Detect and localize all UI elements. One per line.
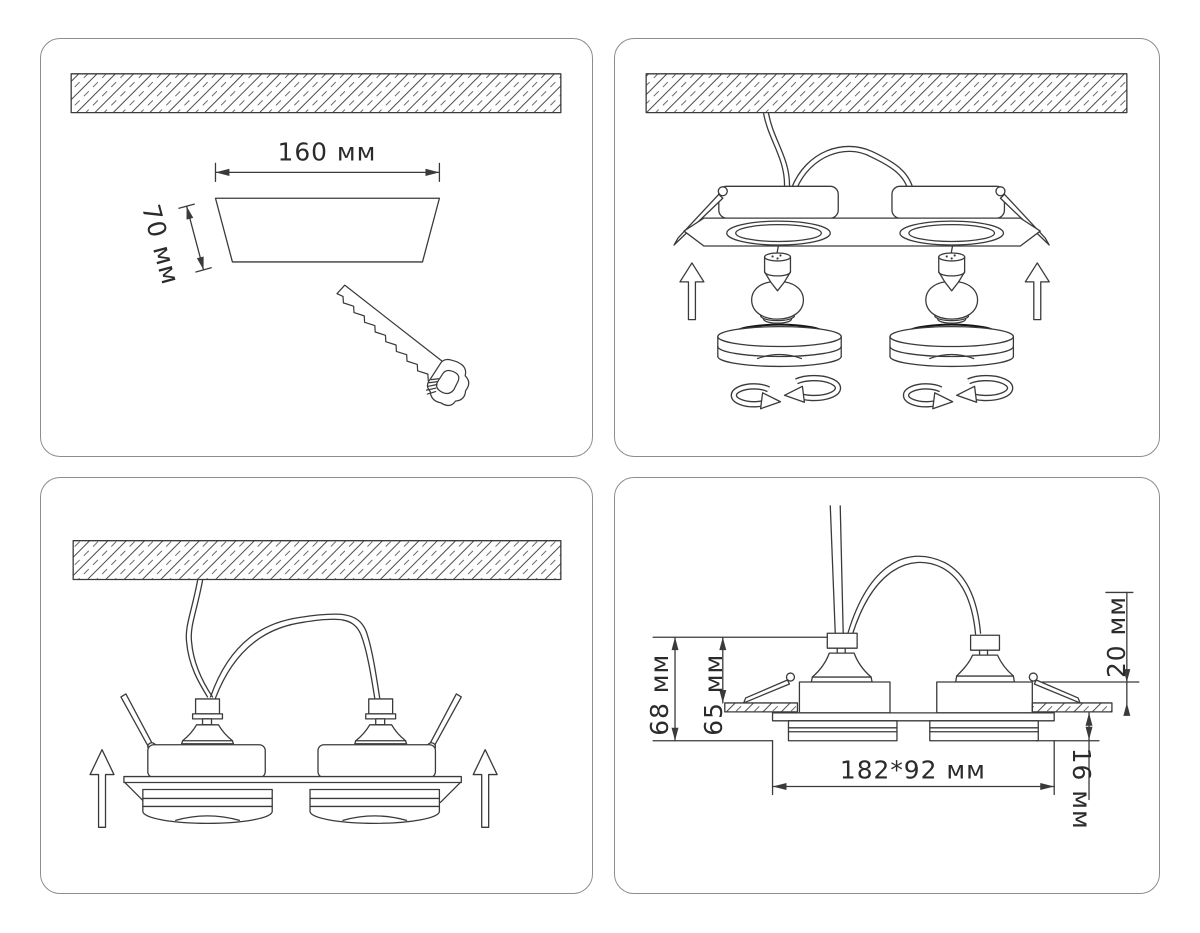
arrow-up-icon <box>90 750 114 828</box>
plate-size-label: 182*92 мм <box>839 755 986 785</box>
trim-ring <box>143 789 440 823</box>
fixture-height-label: 68 мм <box>645 653 675 736</box>
saw-icon <box>317 284 479 412</box>
arrow-up-icon <box>680 263 704 320</box>
dimension-20mm <box>1042 592 1139 715</box>
rotate-arrow-icon <box>734 378 1010 409</box>
power-wires <box>186 581 379 698</box>
top-clearance-label: 20 мм <box>1101 595 1131 679</box>
arrow-up-icon <box>473 750 497 828</box>
panel-push-fixture-into-ceiling <box>40 477 593 894</box>
power-wires <box>830 506 980 635</box>
fixture-housing <box>674 186 1049 246</box>
cutout-width-label: 160 мм <box>277 137 377 167</box>
lamp-holder <box>811 633 1014 682</box>
fixture-housing <box>799 682 1032 713</box>
cutout-height-label: 70 мм <box>136 201 186 289</box>
recessed-depth-label: 65 мм <box>698 653 728 736</box>
spring-clip <box>121 694 461 751</box>
ceiling-hatch <box>646 74 1127 113</box>
cutout-height-dimension <box>136 201 211 288</box>
gu10-bulb <box>752 245 978 323</box>
mounting-plate <box>124 777 461 783</box>
bezel-reveal-label: 16 мм <box>1067 747 1097 830</box>
dimension-16mm <box>1036 713 1099 830</box>
trim-ring <box>718 324 1014 367</box>
dimension-65mm <box>699 637 728 736</box>
dimension-plate-size <box>773 741 1055 795</box>
ceiling-hatch <box>71 74 561 113</box>
cutout-width-dimension <box>215 137 439 181</box>
arrow-up-icon <box>1025 263 1049 320</box>
panel-side-view-dimensions <box>614 477 1160 894</box>
cutout-hole <box>215 198 439 262</box>
ceiling-hatch <box>73 541 561 580</box>
ceiling-hatch <box>725 703 1112 712</box>
panel-cutout-dimensions <box>40 38 593 457</box>
power-wires <box>764 114 913 190</box>
panel-insert-bulbs-and-rings <box>614 38 1160 457</box>
bezel-plate <box>773 713 1055 741</box>
lamp-holder <box>182 699 407 744</box>
